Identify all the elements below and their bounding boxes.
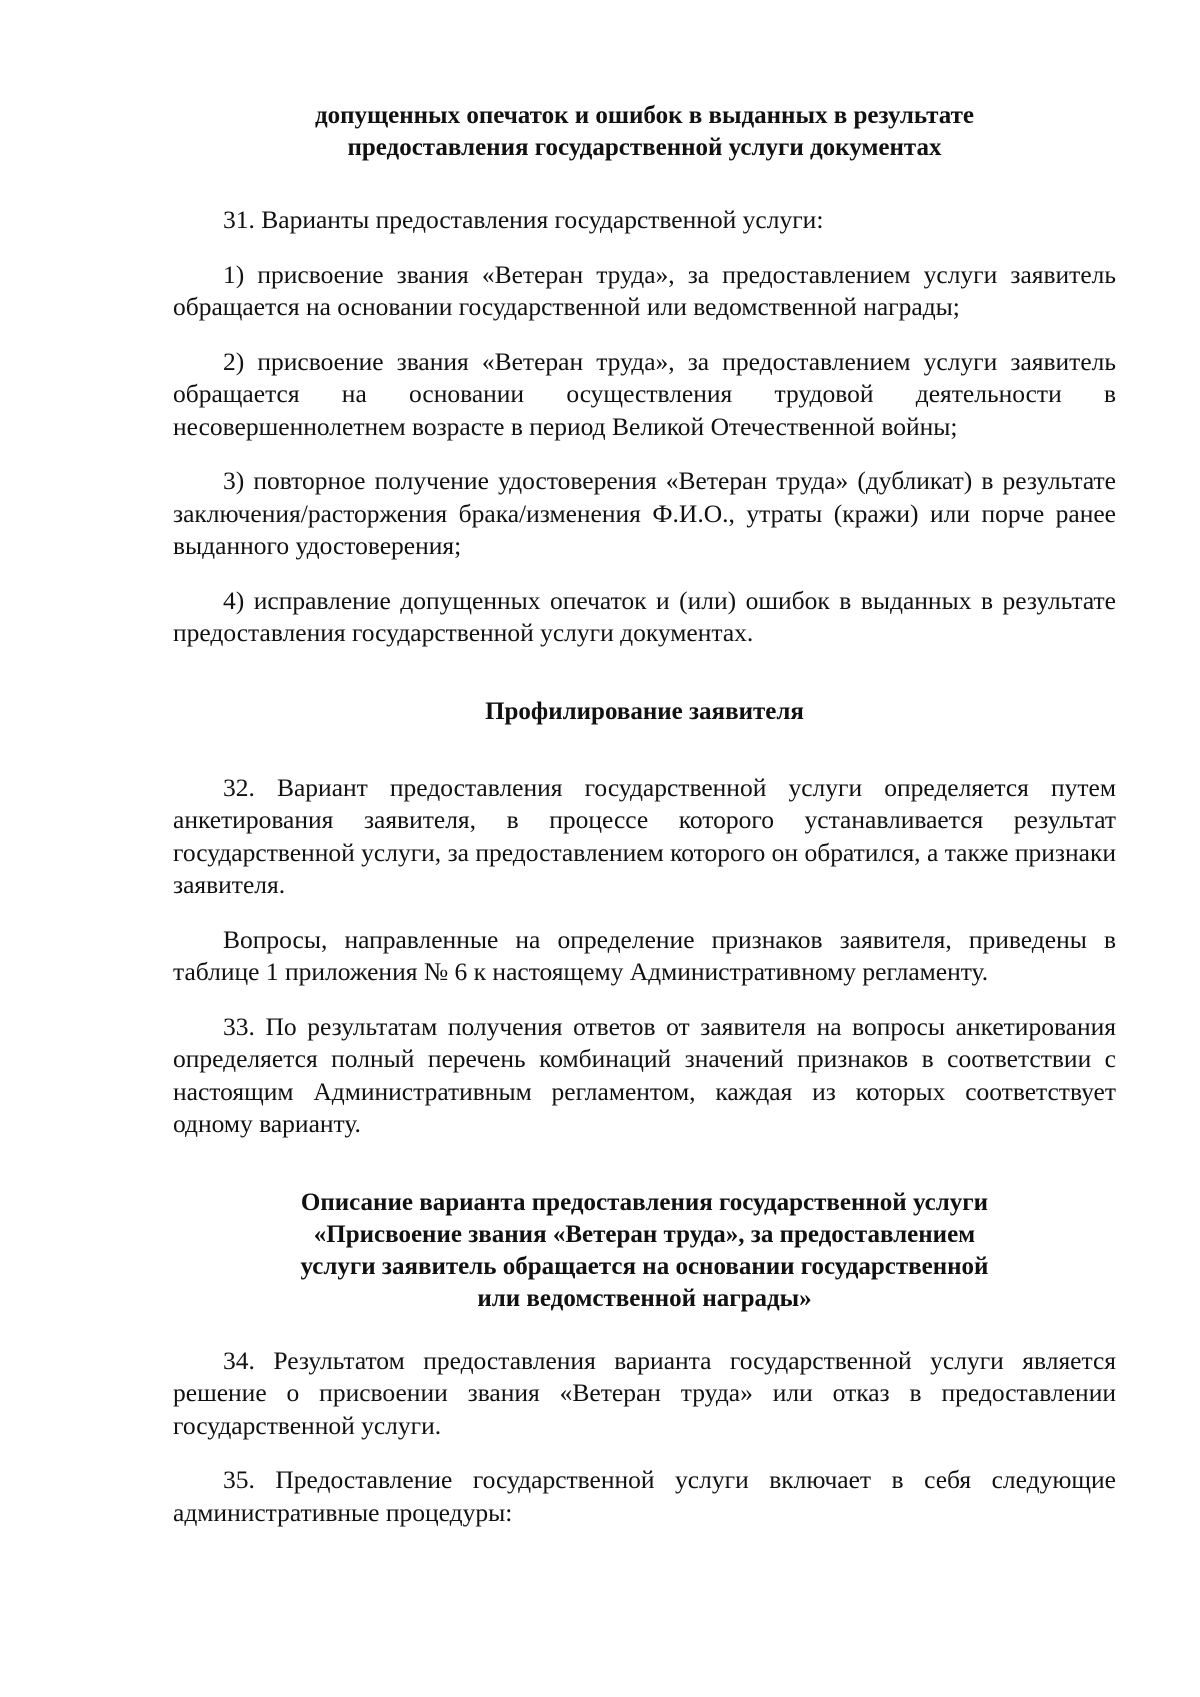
heading-line: или ведомственной награды» <box>477 1284 812 1312</box>
paragraph-34: 34. Результатом предоставления варианта государственной услуги является решение о присвоении звания «Ветеран труда» или отказ в предоставлении государственной услуги. <box>173 1345 1116 1440</box>
variant-item-3: 3) повторное получение удостоверения «Ветеран труда» (дубликат) в результате заключения/расторжения брака/изменения Ф.И.О., утраты (кражи) или порче ранее выданного удостоверения; <box>173 466 1116 560</box>
heading-line: «Присвоение звания «Ветеран труда», за предоставлением <box>313 1220 976 1248</box>
paragraph-33: 33. По результатам получения ответов от заявителя на вопросы анкетирования определяется полный перечень комбинаций значений признаков в соответствии с настоящим Административным регламентом, каждая из которых соответствует одному варианту. <box>173 1011 1116 1138</box>
variant-item-2: 2) присвоение звания «Ветеран труда», за предоставлением услуги заявитель обращается на основании осуществления трудовой деятельности в несовершеннолетнем возрасте в период Великой Отечественной войны; <box>173 346 1116 441</box>
document-page <box>173 100 1116 1529</box>
section-heading-top <box>173 100 1116 164</box>
variant-item-1: 1) присвоение звания «Ветеран труда», за предоставлением услуги заявитель обращается на основании государственной или ведомственной награды; <box>173 259 1116 321</box>
paragraph-31: 31. Варианты предоставления государственной услуги: <box>223 205 824 234</box>
section-heading-profiling: Профилирование заявителя <box>485 697 804 725</box>
heading-line: допущенных опечаток и ошибок в выданных в результате <box>314 102 974 129</box>
paragraph-questions: Вопросы, направленные на определение признаков заявителя, приведены в таблице 1 приложения № 6 к настоящему Административному регламенту. <box>173 924 1116 986</box>
heading-line: предоставления государственной услуги документах <box>347 134 942 161</box>
heading-line: Описание варианта предоставления государственной услуги <box>300 1188 989 1216</box>
paragraph-35: 35. Предоставление государственной услуги включает в себя следующие административные процедуры: <box>173 1465 1116 1527</box>
paragraph-32: 32. Вариант предоставления государственной услуги определяется путем анкетирования заявителя, в процессе которого устанавливается результат государственной услуги, за предоставлением которого он обратился, а также признаки заявителя. <box>173 772 1116 899</box>
heading-line: услуги заявитель обращается на основании государственной <box>300 1252 989 1280</box>
section-heading-variant-description <box>173 1187 1116 1315</box>
variant-item-4: 4) исправление допущенных опечаток и (или) ошибок в выданных в результате предоставления государственной услуги документах. <box>173 585 1116 647</box>
